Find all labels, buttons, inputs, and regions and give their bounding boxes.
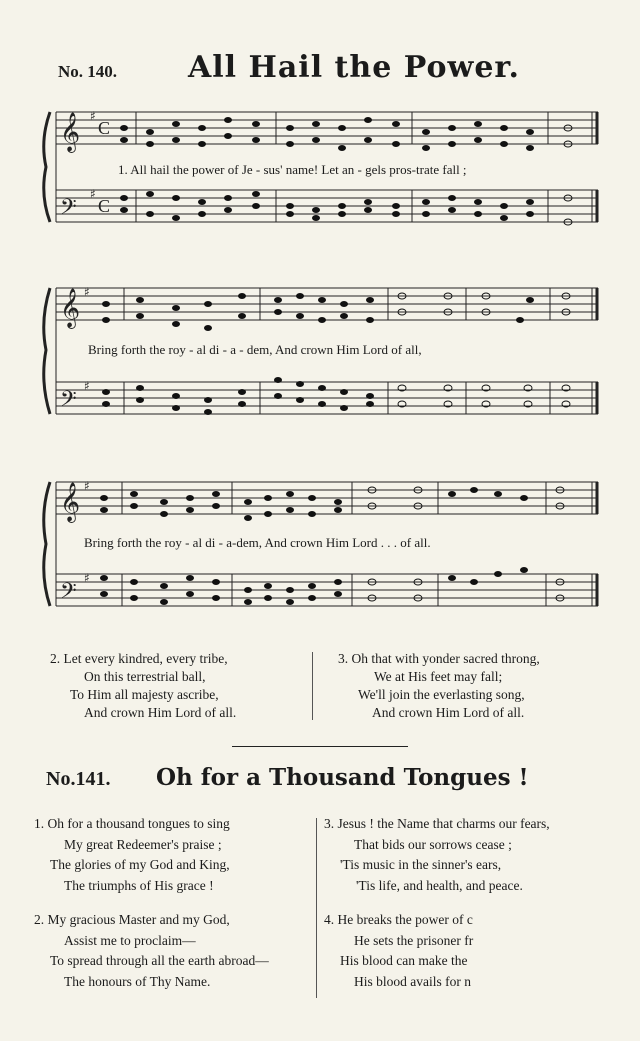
note-head xyxy=(186,575,194,581)
note-head xyxy=(186,591,194,597)
svg-text:C: C xyxy=(98,196,111,216)
note-head xyxy=(500,215,508,221)
note-head xyxy=(224,207,232,213)
svg-text:𝄢: 𝄢 xyxy=(60,387,77,417)
note-head xyxy=(338,211,346,217)
verse-line: And crown Him Lord of all. xyxy=(84,705,237,720)
note-head xyxy=(500,203,508,209)
note-head xyxy=(146,141,154,147)
note-head xyxy=(264,511,272,517)
note-head xyxy=(526,129,534,135)
note-head xyxy=(244,515,252,521)
svg-text:𝄢: 𝄢 xyxy=(60,195,77,225)
note-head xyxy=(312,207,320,213)
note-head xyxy=(172,321,180,327)
verse-line: He sets the prisoner fr xyxy=(354,932,474,948)
note-head xyxy=(172,215,180,221)
note-head xyxy=(366,401,374,407)
note-head xyxy=(364,137,372,143)
note-head xyxy=(286,507,294,513)
note-head xyxy=(448,141,456,147)
note-head xyxy=(296,397,304,403)
note-head xyxy=(334,591,342,597)
note-head xyxy=(252,137,260,143)
note-head xyxy=(286,141,294,147)
note-head xyxy=(204,325,212,331)
note-head xyxy=(172,405,180,411)
note-head xyxy=(198,199,206,205)
note-head xyxy=(474,121,482,127)
note-head xyxy=(334,507,342,513)
verse-line: His blood can make the xyxy=(340,953,468,968)
verse-line: 'Tis music in the sinner's ears, xyxy=(340,857,502,872)
note-head xyxy=(136,313,144,319)
note-head xyxy=(286,599,294,605)
note-head xyxy=(526,211,534,217)
note-head xyxy=(296,381,304,387)
note-head xyxy=(474,211,482,217)
note-head xyxy=(198,211,206,217)
note-head xyxy=(238,293,246,299)
note-head xyxy=(338,145,346,151)
note-head xyxy=(340,389,348,395)
note-head xyxy=(146,211,154,217)
note-head xyxy=(470,487,478,493)
note-head xyxy=(102,301,110,307)
note-head xyxy=(308,583,316,589)
note-head xyxy=(172,121,180,127)
note-head xyxy=(448,195,456,201)
note-head xyxy=(470,579,478,585)
note-head xyxy=(160,511,168,517)
note-head xyxy=(264,595,272,601)
note-head xyxy=(312,121,320,127)
note-head xyxy=(474,199,482,205)
note-head xyxy=(238,389,246,395)
note-head xyxy=(366,317,374,323)
note-head xyxy=(340,301,348,307)
note-head xyxy=(286,211,294,217)
svg-text:𝄞: 𝄞 xyxy=(60,288,81,328)
note-head xyxy=(136,297,144,303)
note-head xyxy=(338,203,346,209)
note-head xyxy=(526,199,534,205)
section-divider xyxy=(232,746,408,747)
note-head xyxy=(520,495,528,501)
hymn-title: All Hail the Power. xyxy=(188,50,520,85)
verse-line: The triumphs of His grace ! xyxy=(64,877,214,893)
verse-141-2 xyxy=(34,910,269,992)
note-head xyxy=(364,117,372,123)
note-head xyxy=(500,125,508,131)
verse-line: And crown Him Lord of all. xyxy=(372,705,525,720)
svg-text:♯: ♯ xyxy=(90,187,96,201)
verse-line: 'Tis life, and health, and peace. xyxy=(356,877,523,893)
verse-141-3 xyxy=(324,814,590,896)
note-head xyxy=(308,595,316,601)
verse-line: 3. Oh that with yonder sacred throng, xyxy=(338,651,540,666)
svg-text:♯: ♯ xyxy=(84,379,90,393)
svg-text:𝄞: 𝄞 xyxy=(60,112,81,152)
note-head xyxy=(500,141,508,147)
note-head xyxy=(160,583,168,589)
note-head xyxy=(334,499,342,505)
note-head xyxy=(274,377,282,383)
note-head xyxy=(422,145,430,151)
note-head xyxy=(422,211,430,217)
verse-line: 2. Let every kindred, every tribe, xyxy=(50,651,228,666)
note-head xyxy=(102,389,110,395)
note-head xyxy=(204,301,212,307)
note-head xyxy=(172,137,180,143)
note-head xyxy=(252,203,260,209)
hymn-title: Oh for a Thousand Tongues ! xyxy=(156,764,529,791)
verse-141-4 xyxy=(324,910,496,992)
note-head xyxy=(160,499,168,505)
lyric-line-3: Bring forth the roy - al di - a-dem, And crown Him Lord . . . of all. xyxy=(84,535,431,550)
note-head xyxy=(160,599,168,605)
note-head xyxy=(286,587,294,593)
verse-line: To spread through all the earth abroad— xyxy=(50,953,269,968)
note-head xyxy=(244,587,252,593)
note-head xyxy=(422,199,430,205)
note-head xyxy=(224,133,232,139)
verse-line: My great Redeemer's praise ; xyxy=(64,836,222,852)
note-head xyxy=(136,385,144,391)
verse-line: That bids our sorrows cease ; xyxy=(354,836,512,852)
verse-line: 3. Jesus ! the Name that charms our fears, xyxy=(324,816,550,831)
svg-text:♯: ♯ xyxy=(84,285,90,299)
verse-line: To Him all majesty ascribe, xyxy=(70,687,219,702)
column-divider xyxy=(312,652,313,720)
verse-line: We'll join the everlasting song, xyxy=(358,687,525,702)
note-head xyxy=(448,207,456,213)
note-head xyxy=(100,495,108,501)
note-head xyxy=(392,203,400,209)
note-head xyxy=(392,121,400,127)
note-head xyxy=(366,393,374,399)
svg-text:♯: ♯ xyxy=(90,109,96,123)
svg-text:𝄞: 𝄞 xyxy=(60,482,81,522)
verse-line: 4. He breaks the power of c xyxy=(324,912,473,927)
note-head xyxy=(244,599,252,605)
note-head xyxy=(172,195,180,201)
column-divider xyxy=(316,818,317,998)
note-head xyxy=(494,491,502,497)
hymn-number: No. 140. xyxy=(58,62,118,81)
note-head xyxy=(130,579,138,585)
verse-141-1 xyxy=(34,814,230,896)
note-head xyxy=(308,495,316,501)
note-head xyxy=(252,121,260,127)
verse-line: 1. Oh for a thousand tongues to sing xyxy=(34,816,230,831)
note-head xyxy=(100,575,108,581)
note-head xyxy=(296,313,304,319)
note-head xyxy=(238,401,246,407)
note-head xyxy=(494,571,502,577)
note-head xyxy=(520,567,528,573)
note-head xyxy=(224,195,232,201)
note-head xyxy=(340,313,348,319)
note-head xyxy=(130,491,138,497)
note-head xyxy=(120,207,128,213)
verse-line: The glories of my God and King, xyxy=(50,857,230,872)
note-head xyxy=(448,125,456,131)
note-head xyxy=(392,211,400,217)
verse-line: His blood avails for n xyxy=(354,973,471,989)
note-head xyxy=(318,385,326,391)
note-head xyxy=(120,137,128,143)
lyric-line-1: 1. All hail the power of Je - sus' name! Let an - gels pros-trate fall ; xyxy=(118,162,467,177)
verse-line: Assist me to proclaim— xyxy=(64,932,196,948)
note-head xyxy=(224,117,232,123)
note-head xyxy=(212,595,220,601)
svg-text:♯: ♯ xyxy=(84,571,90,585)
note-head xyxy=(120,125,128,131)
note-head xyxy=(172,393,180,399)
note-head xyxy=(102,317,110,323)
note-head xyxy=(100,507,108,513)
note-head xyxy=(296,293,304,299)
note-head xyxy=(308,511,316,517)
note-head xyxy=(318,297,326,303)
note-head xyxy=(198,141,206,147)
note-head xyxy=(130,595,138,601)
verse-line: 2. My gracious Master and my God, xyxy=(34,912,230,927)
verse-line: On this terrestrial ball, xyxy=(84,669,206,684)
note-head xyxy=(146,191,154,197)
note-head xyxy=(198,125,206,131)
note-head xyxy=(186,507,194,513)
note-head xyxy=(204,397,212,403)
note-head xyxy=(516,317,524,323)
note-head xyxy=(318,317,326,323)
svg-text:♯: ♯ xyxy=(84,479,90,493)
note-head xyxy=(286,491,294,497)
note-head xyxy=(120,195,128,201)
svg-text:C: C xyxy=(98,118,111,138)
note-head xyxy=(244,499,252,505)
verse-140-2 xyxy=(50,650,236,722)
note-head xyxy=(186,495,194,501)
note-head xyxy=(274,309,282,315)
verse-line: The honours of Thy Name. xyxy=(64,973,211,989)
note-head xyxy=(526,297,534,303)
note-head xyxy=(312,137,320,143)
note-head xyxy=(102,401,110,407)
note-head xyxy=(392,141,400,147)
note-head xyxy=(364,199,372,205)
note-head xyxy=(146,129,154,135)
note-head xyxy=(204,409,212,415)
note-head xyxy=(448,491,456,497)
note-head xyxy=(100,591,108,597)
note-head xyxy=(364,207,372,213)
note-head xyxy=(238,313,246,319)
note-head xyxy=(340,405,348,411)
note-head xyxy=(338,125,346,131)
note-head xyxy=(136,397,144,403)
note-head xyxy=(448,575,456,581)
note-head xyxy=(334,579,342,585)
note-head xyxy=(252,191,260,197)
note-head xyxy=(212,503,220,509)
note-head xyxy=(212,491,220,497)
note-head xyxy=(312,215,320,221)
svg-text:𝄢: 𝄢 xyxy=(60,579,77,609)
note-head xyxy=(286,203,294,209)
note-head xyxy=(264,583,272,589)
note-head xyxy=(274,393,282,399)
note-head xyxy=(422,129,430,135)
note-head xyxy=(130,503,138,509)
note-head xyxy=(274,297,282,303)
note-head xyxy=(212,579,220,585)
note-head xyxy=(526,145,534,151)
note-head xyxy=(264,495,272,501)
note-head xyxy=(172,305,180,311)
hymn-number: No.141. xyxy=(46,768,111,790)
lyric-line-2: Bring forth the roy - al di - a - dem, And crown Him Lord of all, xyxy=(88,342,422,357)
note-head xyxy=(366,297,374,303)
verse-140-3 xyxy=(338,650,540,722)
note-head xyxy=(474,137,482,143)
note-head xyxy=(318,401,326,407)
verse-line: We at His feet may fall; xyxy=(374,669,503,684)
note-head xyxy=(286,125,294,131)
